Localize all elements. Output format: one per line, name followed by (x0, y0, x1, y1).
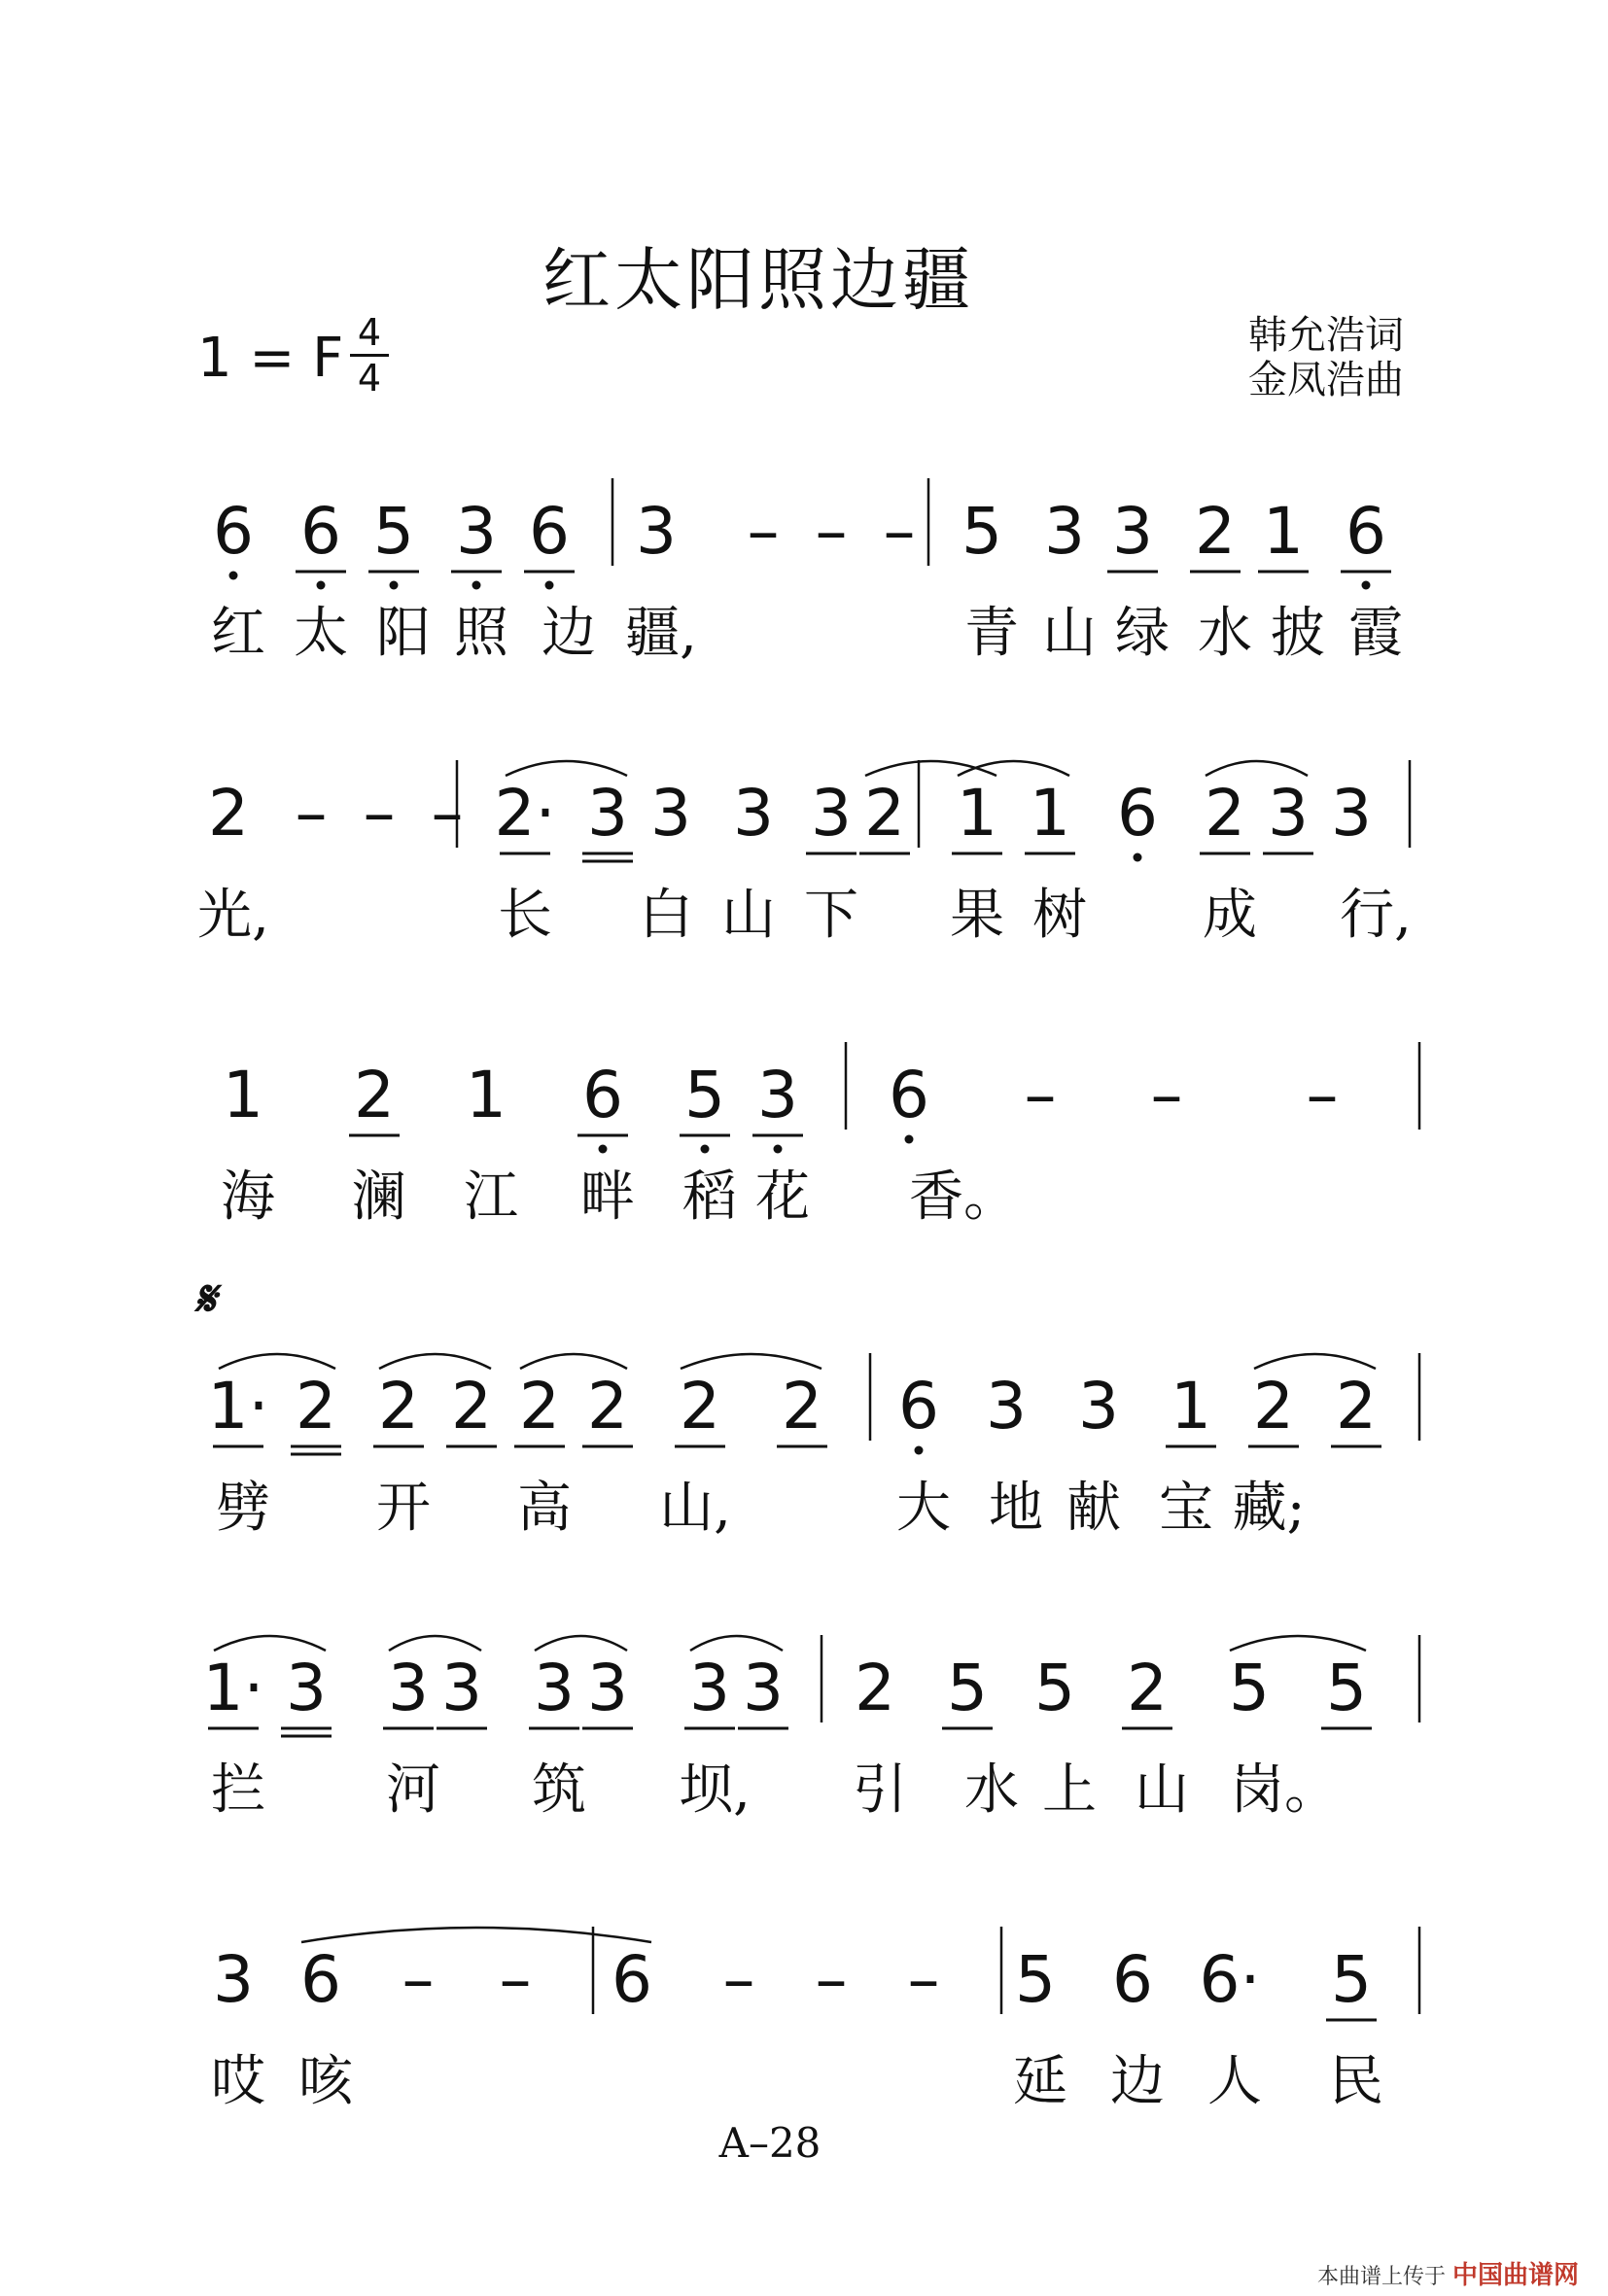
octave-dot-below (1134, 853, 1142, 862)
note: 5 (373, 494, 414, 569)
lyric-syllable: 果 (950, 884, 1004, 947)
note: 2 (680, 1369, 720, 1444)
note: 2 (354, 1058, 395, 1132)
note: 2 (864, 776, 905, 851)
note: 6 (300, 1942, 341, 2017)
slur-arc (1206, 761, 1308, 776)
lyric-syllable: 澜 (352, 1165, 406, 1229)
lyric-syllable: 白 (639, 884, 693, 947)
lyric-syllable: 树 (1032, 884, 1087, 947)
lyric-syllable: 边 (1110, 2050, 1165, 2113)
note: 2 (782, 1369, 822, 1444)
octave-dot-below (599, 1145, 608, 1154)
lyric-syllable: 行, (1340, 884, 1412, 947)
note: 6 (529, 494, 570, 569)
lyric-syllable: 披 (1271, 602, 1325, 665)
lyric-syllable: 藏; (1232, 1477, 1306, 1540)
note: 5 (947, 1651, 988, 1725)
slur-arc (520, 1354, 627, 1369)
system-marks (0, 1866, 1608, 2100)
note: 3 (388, 1651, 429, 1725)
lyric-syllable: 筑 (532, 1758, 586, 1822)
lyric-syllable: 江 (464, 1165, 518, 1229)
lyric-syllable: 水 (1198, 602, 1252, 665)
lyric-syllable: 岗。 (1230, 1758, 1339, 1822)
lyric-syllable: 照 (454, 602, 508, 665)
note: 6 (898, 1369, 939, 1444)
note: – (747, 494, 780, 569)
note: 1 (957, 776, 997, 851)
note: 6 (1112, 1942, 1153, 2017)
note: 2 (296, 1369, 336, 1444)
note: 5 (1034, 1651, 1075, 1725)
note: – (1150, 1058, 1183, 1132)
note: – (1024, 1058, 1057, 1132)
system-marks (0, 1293, 1608, 1526)
note: 1· (202, 1651, 264, 1725)
score-system-5 (0, 1575, 1608, 1822)
lyric-syllable: 光, (197, 884, 269, 947)
slur-arc (379, 1354, 491, 1369)
note: – (363, 776, 396, 851)
note: 3 (1112, 494, 1153, 569)
lyric-syllable: 大 (896, 1477, 951, 1540)
note: 2 (1195, 494, 1236, 569)
lyric-syllable: 下 (804, 884, 858, 947)
octave-dot-below (915, 1446, 924, 1455)
note: 2· (494, 776, 556, 851)
note: 3 (811, 776, 852, 851)
note: 5 (961, 494, 1002, 569)
score-system-2 (0, 700, 1608, 947)
lyric-syllable: 红 (211, 602, 265, 665)
slur-arc (535, 1636, 627, 1651)
lyric-syllable: 山 (721, 884, 776, 947)
lyric-syllable: 宝 (1159, 1477, 1213, 1540)
note: 6 (612, 1942, 652, 2017)
note: 2 (1253, 1369, 1294, 1444)
note: 1 (1263, 494, 1304, 569)
system-marks (0, 700, 1608, 933)
note: 2 (1205, 776, 1245, 851)
note: 1 (1030, 776, 1070, 851)
lyric-syllable: 花 (755, 1165, 810, 1229)
lyric-syllable: 劈 (216, 1477, 270, 1540)
lyric-syllable: 哎 (211, 2050, 265, 2113)
credits (1248, 313, 1404, 402)
note: 3 (1044, 494, 1085, 569)
note: – (883, 494, 916, 569)
note: 5 (1015, 1942, 1056, 2017)
note: 3 (689, 1651, 730, 1725)
song-title: 红太阳照边疆 (542, 240, 974, 320)
system-marks (0, 982, 1608, 1215)
site-logo: 中国曲谱网 (1451, 2261, 1579, 2290)
lyric-syllable: 阳 (376, 602, 431, 665)
note: 3 (743, 1651, 784, 1725)
lyric-syllable: 青 (964, 602, 1019, 665)
note: 3 (733, 776, 774, 851)
time-signature (350, 313, 389, 398)
lyric-syllable: 献 (1066, 1477, 1121, 1540)
note: 6 (582, 1058, 623, 1132)
note: 5 (1229, 1651, 1270, 1725)
lyric-syllable: 山, (659, 1477, 731, 1540)
note: – (1306, 1058, 1339, 1132)
note: 5 (1331, 1942, 1372, 2017)
lyric-syllable: 开 (376, 1477, 431, 1540)
note: 1· (207, 1369, 269, 1444)
footer-text: 本曲谱上传于 (1316, 2265, 1446, 2289)
lyric-syllable: 地 (989, 1477, 1043, 1540)
note: 3 (587, 776, 628, 851)
lyric-syllable: 成 (1203, 884, 1257, 947)
score-system-4 (0, 1293, 1608, 1540)
note: – (295, 776, 328, 851)
system-marks (0, 1575, 1608, 1808)
system-marks (0, 418, 1608, 651)
note: 3 (636, 494, 677, 569)
slur-arc (219, 1354, 335, 1369)
note: – (499, 1942, 532, 2017)
octave-dot-below (317, 581, 326, 590)
note: – (815, 1942, 848, 2017)
note: 3 (286, 1651, 327, 1725)
octave-dot-below (1362, 581, 1371, 590)
note: 3 (441, 1651, 482, 1725)
lyric-syllable: 延 (1013, 2050, 1067, 2113)
note: 1 (223, 1058, 263, 1132)
note: 3 (1331, 776, 1372, 851)
lyric-syllable: 拦 (211, 1758, 265, 1822)
note: 2 (451, 1369, 492, 1444)
note: 2 (378, 1369, 419, 1444)
lyric-syllable: 海 (221, 1165, 275, 1229)
octave-dot-below (545, 581, 554, 590)
note: 3 (1078, 1369, 1119, 1444)
note: – (722, 1942, 755, 2017)
lyric-syllable: 水 (964, 1758, 1019, 1822)
lyric-syllable: 人 (1207, 2050, 1262, 2113)
lyric-syllable: 太 (294, 602, 348, 665)
note: 5 (1326, 1651, 1367, 1725)
lyric-syllable: 疆, (625, 602, 697, 665)
note: – (907, 1942, 940, 2017)
page-number: A–28 (718, 2119, 821, 2167)
lyric-syllable: 坝, (679, 1758, 751, 1822)
note: – (815, 494, 848, 569)
lyric-syllable: 河 (386, 1758, 440, 1822)
lyric-syllable: 咳 (298, 2050, 353, 2113)
slur-arc (506, 761, 627, 776)
slur-arc (690, 1636, 783, 1651)
note: 2 (519, 1369, 560, 1444)
note: 3 (1268, 776, 1309, 851)
octave-dot-below (472, 581, 481, 590)
note: 3 (986, 1369, 1027, 1444)
lyric-syllable: 引 (853, 1758, 907, 1822)
note: 6· (1199, 1942, 1261, 2017)
score-system-1 (0, 418, 1608, 665)
score-system-3 (0, 982, 1608, 1229)
note: 3 (456, 494, 497, 569)
slur-arc (1230, 1636, 1366, 1651)
lyricist-credit: 韩允浩词 (1248, 313, 1404, 358)
note: 1 (466, 1058, 507, 1132)
note: 2 (1336, 1369, 1377, 1444)
note: 3 (650, 776, 691, 851)
lyric-syllable: 霞 (1348, 602, 1403, 665)
lyric-syllable: 畔 (580, 1165, 635, 1229)
lyric-syllable: 边 (542, 602, 596, 665)
slur-arc (389, 1636, 481, 1651)
note: 3 (587, 1651, 628, 1725)
lyric-syllable: 上 (1042, 1758, 1097, 1822)
note: 6 (1117, 776, 1158, 851)
note: – (402, 1942, 435, 2017)
note: 1 (1171, 1369, 1211, 1444)
note: 3 (534, 1651, 575, 1725)
note: 2 (208, 776, 249, 851)
time-signature-top: 4 (357, 311, 382, 354)
note: 3 (757, 1058, 798, 1132)
note: 6 (1346, 494, 1386, 569)
composer-credit: 金凤浩曲 (1248, 358, 1404, 402)
note: 6 (300, 494, 341, 569)
octave-dot-below (774, 1145, 783, 1154)
lyric-syllable: 山 (1135, 1758, 1189, 1822)
score-system-6 (0, 1866, 1608, 2113)
lyric-syllable: 山 (1042, 602, 1097, 665)
slur-arc (1254, 1354, 1376, 1369)
note: 2 (855, 1651, 895, 1725)
octave-dot-below (701, 1145, 710, 1154)
note: – (431, 776, 464, 851)
lyric-syllable: 稻 (682, 1165, 737, 1229)
note: 2 (587, 1369, 628, 1444)
lyric-syllable: 绿 (1115, 602, 1170, 665)
lyric-syllable: 香。 (909, 1165, 1018, 1229)
segno-sign: 𝄋 (194, 1270, 216, 1327)
time-signature-bottom: 4 (357, 357, 382, 400)
slur-arc (681, 1354, 821, 1369)
lyric-syllable: 高 (517, 1477, 572, 1540)
lyric-syllable: 民 (1329, 2050, 1383, 2113)
octave-dot-below (229, 572, 238, 580)
octave-dot-below (905, 1135, 914, 1144)
note: 5 (684, 1058, 725, 1132)
upload-footer (1317, 2255, 1579, 2291)
octave-dot-below (390, 581, 399, 590)
note: 2 (1127, 1651, 1168, 1725)
key-signature: 1 = F (197, 327, 344, 390)
lyric-syllable: 长 (498, 884, 552, 947)
note: 3 (213, 1942, 254, 2017)
slur-arc (214, 1636, 326, 1651)
slur-arc (958, 761, 1069, 776)
note: 6 (889, 1058, 929, 1132)
slur-arc (301, 1928, 651, 1942)
note: 6 (213, 494, 254, 569)
